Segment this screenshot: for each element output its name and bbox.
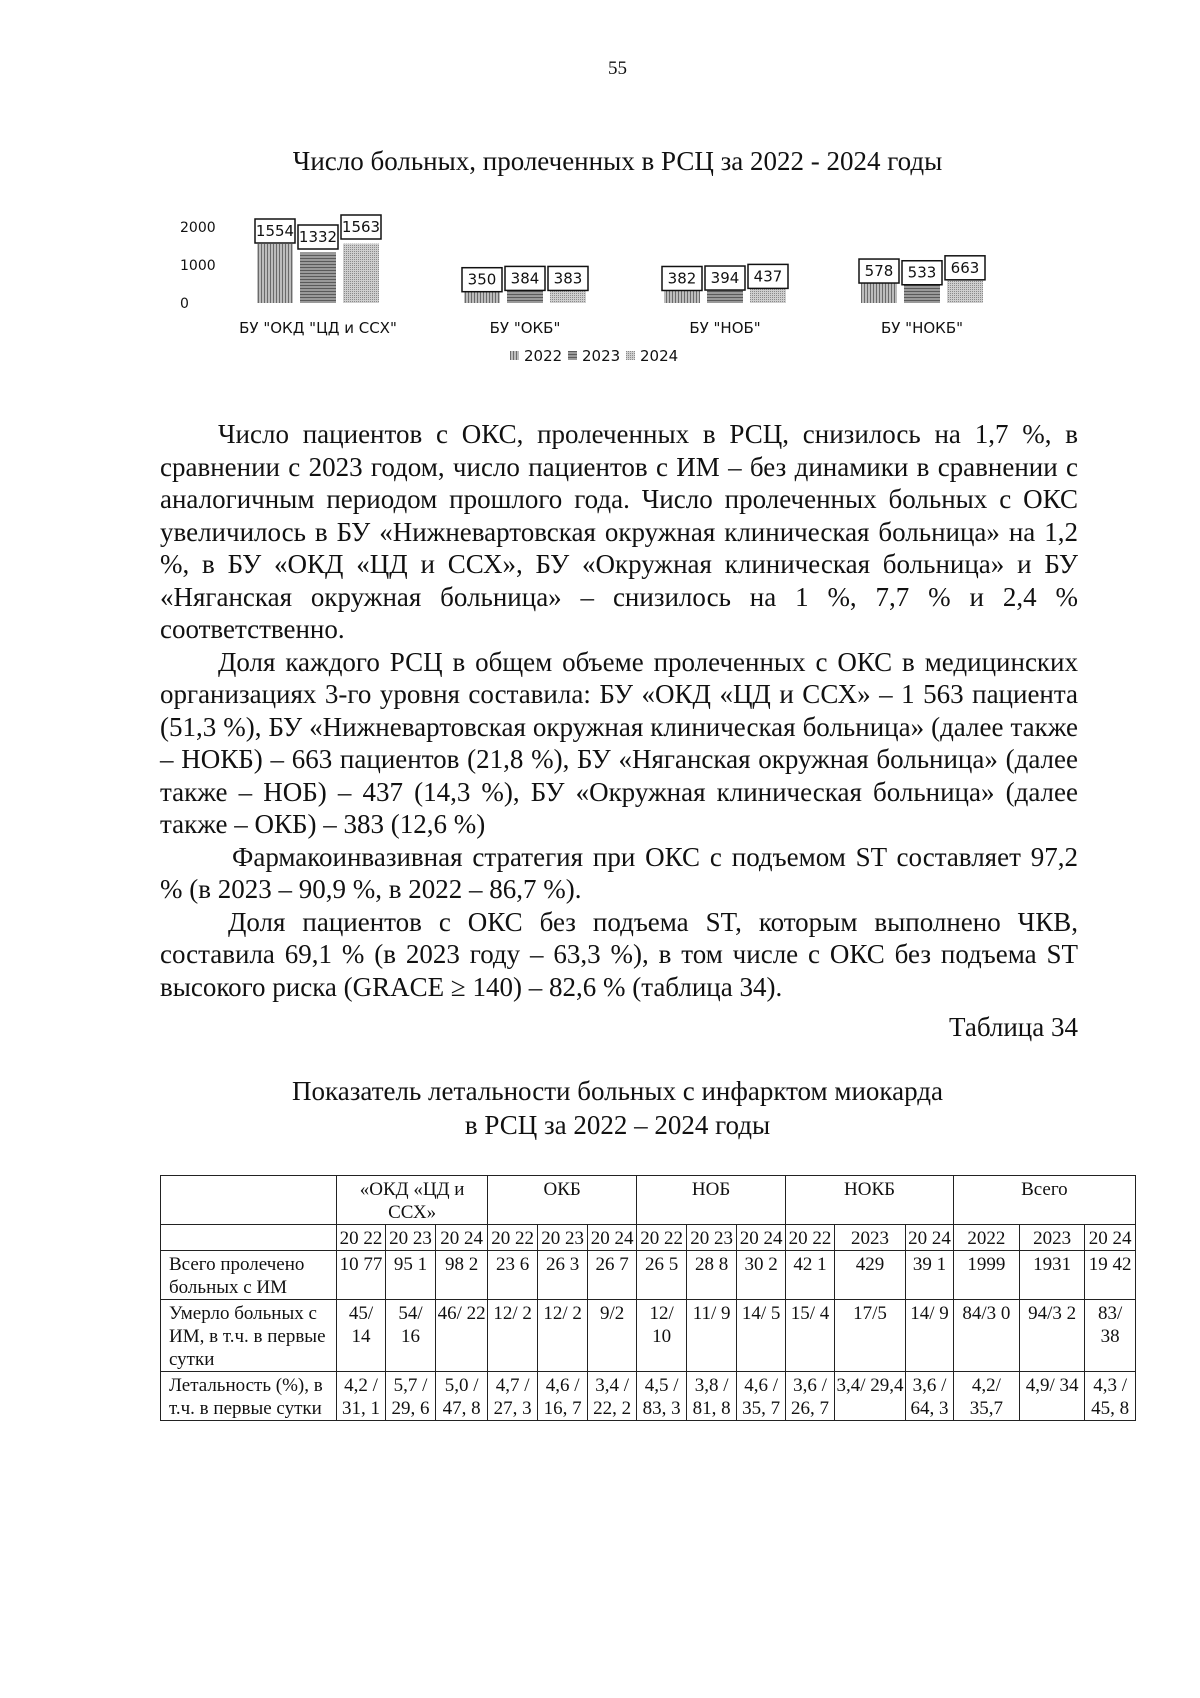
page-number: 55 xyxy=(608,58,627,79)
table-cell: 1999 xyxy=(953,1251,1019,1300)
table-cell: 26 7 xyxy=(588,1251,636,1300)
table-group-header: Всего xyxy=(953,1176,1135,1225)
y-tick-label: 0 xyxy=(180,296,189,312)
table-group-header: НОБ xyxy=(636,1176,785,1225)
table-cell: 5,7 / 29, 6 xyxy=(386,1372,435,1421)
table-cell: 23 6 xyxy=(488,1251,537,1300)
table-cell: 42 1 xyxy=(786,1251,834,1300)
table-year-header: 2023 xyxy=(834,1225,906,1251)
table-group-header: ОКБ xyxy=(488,1176,636,1225)
table-cell: 11/ 9 xyxy=(687,1300,736,1372)
table-cell: 45/ 14 xyxy=(336,1300,385,1372)
table-cell: 4,2/ 35,7 xyxy=(953,1372,1019,1421)
data-label: 1563 xyxy=(341,218,381,236)
table-corner-cell xyxy=(161,1176,337,1225)
table-year-header-row xyxy=(161,1225,1136,1251)
paragraph-4: Доля пациентов с ОКС без подъема ST, которым выполнено ЧКВ, составила 69,1 % (в 2023 году – 63,3 %), в том числе с ОКС без подъема ST высокого риска (GRACE ≥ 140) – 82,6 % (таблица 34). xyxy=(160,906,1078,1002)
table-cell: 4,6 / 16, 7 xyxy=(537,1372,588,1421)
table-year-header: 20 22 xyxy=(488,1225,537,1251)
legend-label: 2024 xyxy=(640,347,679,365)
table-cell: 3,6 / 26, 7 xyxy=(786,1372,834,1421)
table-cell: 3,8 / 81, 8 xyxy=(687,1372,736,1421)
table-title-line-2: в РСЦ за 2022 – 2024 годы xyxy=(464,1110,771,1140)
data-label: 394 xyxy=(710,269,740,288)
table-year-header: 20 23 xyxy=(687,1225,736,1251)
table-cell: 3,4 / 22, 2 xyxy=(588,1372,636,1421)
table-cell: 94/3 2 xyxy=(1020,1300,1085,1372)
table-cell: 30 2 xyxy=(736,1251,785,1300)
bar-2022 xyxy=(257,244,293,303)
table-cell: 84/3 0 xyxy=(953,1300,1019,1372)
data-label: 350 xyxy=(467,270,497,289)
bar-2023 xyxy=(300,252,336,303)
table-cell: 15/ 4 xyxy=(786,1300,834,1372)
table-cell: 54/ 16 xyxy=(386,1300,435,1372)
table-cell: 3,4/ 29,4 xyxy=(834,1372,906,1421)
table-cell: 4,6 / 35, 7 xyxy=(736,1372,785,1421)
table-cell: 12/ 2 xyxy=(537,1300,588,1372)
data-label: 383 xyxy=(553,269,583,288)
legend-swatch-2022 xyxy=(510,351,519,360)
data-label: 1554 xyxy=(255,222,295,240)
table-year-header: 2023 xyxy=(1020,1225,1085,1251)
table-cell: 39 1 xyxy=(906,1251,953,1300)
legend-swatch-2023 xyxy=(568,351,577,360)
table-group-header: «ОКД «ЦД и ССХ» xyxy=(336,1176,488,1225)
table-cell: 12/ 10 xyxy=(636,1300,687,1372)
table-cell: 10 77 xyxy=(336,1251,385,1300)
data-label: 533 xyxy=(907,263,937,282)
y-tick-label: 2000 xyxy=(180,220,216,236)
table-cell: 4,7 / 27, 3 xyxy=(488,1372,537,1421)
bar-2024 xyxy=(343,244,379,303)
bar-chart xyxy=(180,218,1100,405)
table-year-header: 20 24 xyxy=(1085,1225,1136,1251)
table-year-header: 20 23 xyxy=(537,1225,588,1251)
table-cell: 12/ 2 xyxy=(488,1300,537,1372)
table-year-header: 20 23 xyxy=(386,1225,435,1251)
table-cell: 26 3 xyxy=(537,1251,588,1300)
table-cell: 46/ 22 xyxy=(435,1300,488,1372)
bar-2022 xyxy=(861,281,897,303)
table-row-died xyxy=(161,1300,1136,1372)
table-corner-cell xyxy=(161,1225,337,1251)
table-year-header: 20 22 xyxy=(786,1225,834,1251)
table-year-header: 20 22 xyxy=(636,1225,687,1251)
y-tick-label: 1000 xyxy=(180,258,216,274)
data-label: 382 xyxy=(667,269,697,288)
category-label: БУ "НОКБ" xyxy=(880,319,964,337)
table-row-treated xyxy=(161,1251,1136,1300)
table-cell: 19 42 xyxy=(1085,1251,1136,1300)
table-cell: 95 1 xyxy=(386,1251,435,1300)
table-cell: 3,6 / 64, 3 xyxy=(906,1372,953,1421)
mortality-table xyxy=(160,1175,1136,1421)
table-label: Таблица 34 xyxy=(949,1012,1078,1042)
paragraph-2: Доля каждого РСЦ в общем объеме пролеченных с ОКС в медицинских организациях 3-го уровня составила: БУ «ОКД «ЦД и ССХ» – 1 563 пациента (51,3 %), БУ «Нижневартовская окружная клиническая больница» (далее также – НОКБ) – 663 пациентов (21,8 %), БУ «Няганская окружная больница» (далее также – НОБ) – 437 (14,3 %), БУ «Окружная клиническая больница» (далее также – ОКБ) – 383 (12,6 %) xyxy=(160,646,1078,839)
category-label: БУ "НОБ" xyxy=(689,319,761,337)
table-year-header: 2022 xyxy=(953,1225,1019,1251)
table-cell: 4,2 / 31, 1 xyxy=(336,1372,385,1421)
table-cell: 28 8 xyxy=(687,1251,736,1300)
body-text xyxy=(160,418,1078,1003)
table-cell: 1931 xyxy=(1020,1251,1085,1300)
data-label: 384 xyxy=(510,269,540,288)
table-year-header: 20 22 xyxy=(336,1225,385,1251)
table-cell: 9/2 xyxy=(588,1300,636,1372)
chart-title: Число больных, пролеченных в РСЦ за 2022 - 2024 годы xyxy=(292,146,943,176)
data-label: 437 xyxy=(753,267,783,286)
table-cell: 98 2 xyxy=(435,1251,488,1300)
data-label: 1332 xyxy=(298,228,338,246)
table-cell: 83/ 38 xyxy=(1085,1300,1136,1372)
table-row-label: Летальность (%), в т.ч. в первые сутки xyxy=(161,1372,337,1421)
table-row-label: Умерло больных с ИМ, в т.ч. в первые сутки xyxy=(161,1300,337,1372)
data-label: 578 xyxy=(864,262,894,281)
table-cell: 4,9/ 34 xyxy=(1020,1372,1085,1421)
table-cell: 14/ 5 xyxy=(736,1300,785,1372)
table-cell: 4,5 / 83, 3 xyxy=(636,1372,687,1421)
table-cell: 14/ 9 xyxy=(906,1300,953,1372)
table-cell: 4,3 / 45, 8 xyxy=(1085,1372,1136,1421)
table-group-header-row xyxy=(161,1176,1136,1225)
table-row-lethality xyxy=(161,1372,1136,1421)
table-year-header: 20 24 xyxy=(736,1225,785,1251)
table-cell: 5,0 / 47, 8 xyxy=(435,1372,488,1421)
table-title xyxy=(0,1074,1200,1142)
table-title-line-1: Показатель летальности больных с инфарктом миокарда xyxy=(292,1076,943,1106)
legend-swatch-2024 xyxy=(626,351,635,360)
table-year-header: 20 24 xyxy=(435,1225,488,1251)
table-cell: 17/5 xyxy=(834,1300,906,1372)
category-label: БУ "ОКБ" xyxy=(489,319,561,337)
table-year-header: 20 24 xyxy=(588,1225,636,1251)
legend-label: 2022 xyxy=(524,347,563,365)
legend-label: 2023 xyxy=(582,347,621,365)
bar-2024 xyxy=(947,278,983,303)
table-year-header: 20 24 xyxy=(906,1225,953,1251)
bar-2023 xyxy=(904,283,940,303)
table-cell: 26 5 xyxy=(636,1251,687,1300)
paragraph-1: Число пациентов с ОКС, пролеченных в РСЦ, снизилось на 1,7 %, в сравнении с 2023 годом, число пациентов с ИМ – без динамики в сравнении с аналогичным периодом прошлого года. Число пролеченных больных с ОКС увеличилось в БУ «Нижневартовская окружная клиническая больница» на 1,2 %, в БУ «ОКД «ЦД и ССХ», БУ «Окружная клиническая больница» и БУ «Няганская окружная больница» – снизилось на 1 %, 7,7 % и 2,4 % соответственно. xyxy=(160,419,1078,644)
table-group-header: НОКБ xyxy=(786,1176,953,1225)
paragraph-3: Фармакоинвазивная стратегия при ОКС с подъемом ST составляет 97,2 % (в 2023 – 90,9 %, в 2022 – 86,7 %). xyxy=(160,841,1078,904)
data-label: 663 xyxy=(950,258,980,277)
table-row-label: Всего пролечено больных с ИМ xyxy=(161,1251,337,1300)
category-label: БУ "ОКД "ЦД и ССХ" xyxy=(239,319,397,337)
table-cell: 429 xyxy=(834,1251,906,1300)
